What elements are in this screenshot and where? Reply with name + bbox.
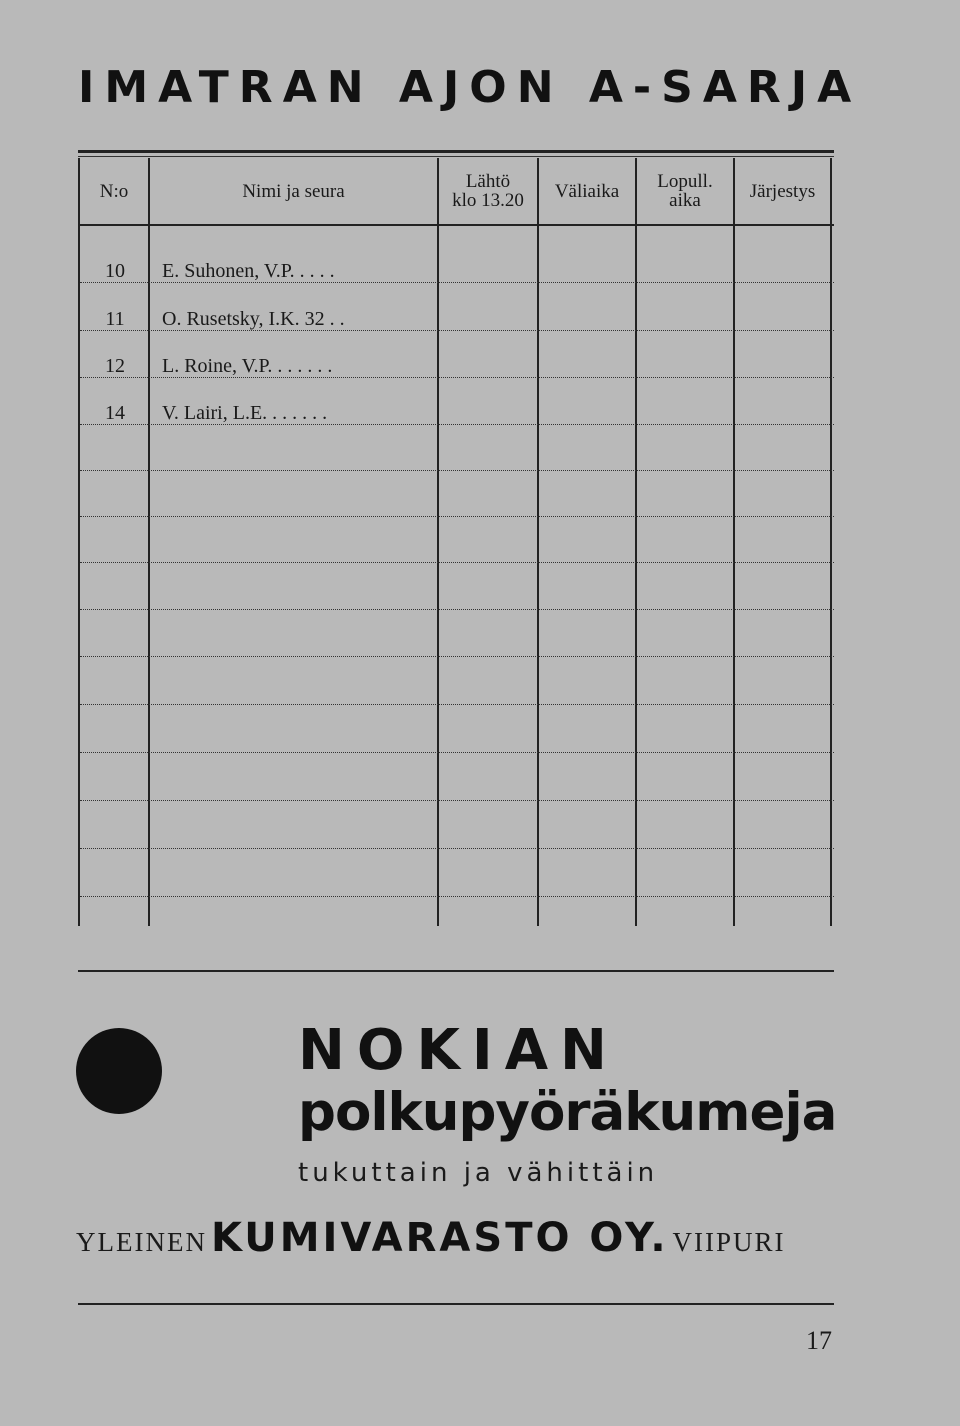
header-name-label: Nimi ja seura bbox=[242, 180, 345, 202]
table-top-rule-thin bbox=[78, 156, 834, 157]
row-separator bbox=[80, 609, 834, 610]
row-separator bbox=[80, 516, 834, 517]
column-divider bbox=[635, 158, 637, 926]
black-dot-icon bbox=[76, 1028, 162, 1114]
company-prefix: YLEINEN bbox=[76, 1227, 207, 1257]
row-name: E. Suhonen, V.P. . . . . bbox=[162, 260, 335, 282]
row-separator bbox=[80, 470, 834, 471]
ad-sales-line: tukuttain ja vähittäin bbox=[298, 1158, 659, 1188]
row-number: 10 bbox=[105, 260, 125, 282]
row-number: 12 bbox=[105, 355, 125, 377]
header-split bbox=[539, 158, 635, 224]
header-name bbox=[150, 158, 437, 224]
row-separator bbox=[80, 848, 834, 849]
row-separator bbox=[80, 800, 834, 801]
footer-rule bbox=[78, 1303, 834, 1305]
section-rule bbox=[78, 970, 834, 972]
row-separator bbox=[80, 377, 834, 378]
ad-product: polkupyöräkumeja bbox=[298, 1082, 837, 1143]
row-number: 11 bbox=[105, 308, 125, 330]
header-placing-label: Järjestys bbox=[749, 180, 816, 202]
header-rule bbox=[78, 224, 834, 226]
row-separator bbox=[80, 752, 834, 753]
column-divider bbox=[537, 158, 539, 926]
row-separator bbox=[80, 330, 834, 331]
header-final-line1: Lopull. bbox=[657, 171, 713, 192]
page-number: 17 bbox=[806, 1326, 832, 1355]
page-title: IMATRAN AJON A-SARJA bbox=[78, 62, 862, 113]
column-divider bbox=[437, 158, 439, 926]
header-number bbox=[80, 158, 148, 224]
header-placing bbox=[735, 158, 830, 224]
row-name: O. Rusetsky, I.K. 32 . . bbox=[162, 308, 345, 330]
results-table bbox=[78, 158, 834, 926]
header-final bbox=[637, 158, 733, 224]
header-number-label: N:o bbox=[99, 180, 129, 202]
company-name: KUMIVARASTO OY. bbox=[210, 1215, 669, 1261]
table-border-right bbox=[830, 158, 832, 926]
row-separator bbox=[80, 704, 834, 705]
header-final-line2: aika bbox=[669, 190, 701, 211]
ad-company bbox=[76, 1215, 836, 1261]
header-split-label: Väliaika bbox=[554, 180, 620, 202]
company-city: VIIPURI bbox=[672, 1227, 786, 1257]
row-separator bbox=[80, 896, 834, 897]
header-start-line2: klo 13.20 bbox=[452, 190, 524, 211]
header-start-line1: Lähtö bbox=[465, 171, 511, 192]
row-name: L. Roine, V.P. . . . . . . bbox=[162, 355, 333, 377]
row-separator bbox=[80, 656, 834, 657]
row-number: 14 bbox=[105, 402, 125, 424]
table-top-rule bbox=[78, 150, 834, 153]
row-separator bbox=[80, 282, 834, 283]
row-name: V. Lairi, L.E. . . . . . . bbox=[162, 402, 328, 424]
row-separator bbox=[80, 424, 834, 425]
row-separator bbox=[80, 562, 834, 563]
ad-brand: NOKIAN bbox=[298, 1018, 619, 1083]
header-start bbox=[439, 158, 537, 224]
column-divider bbox=[733, 158, 735, 926]
